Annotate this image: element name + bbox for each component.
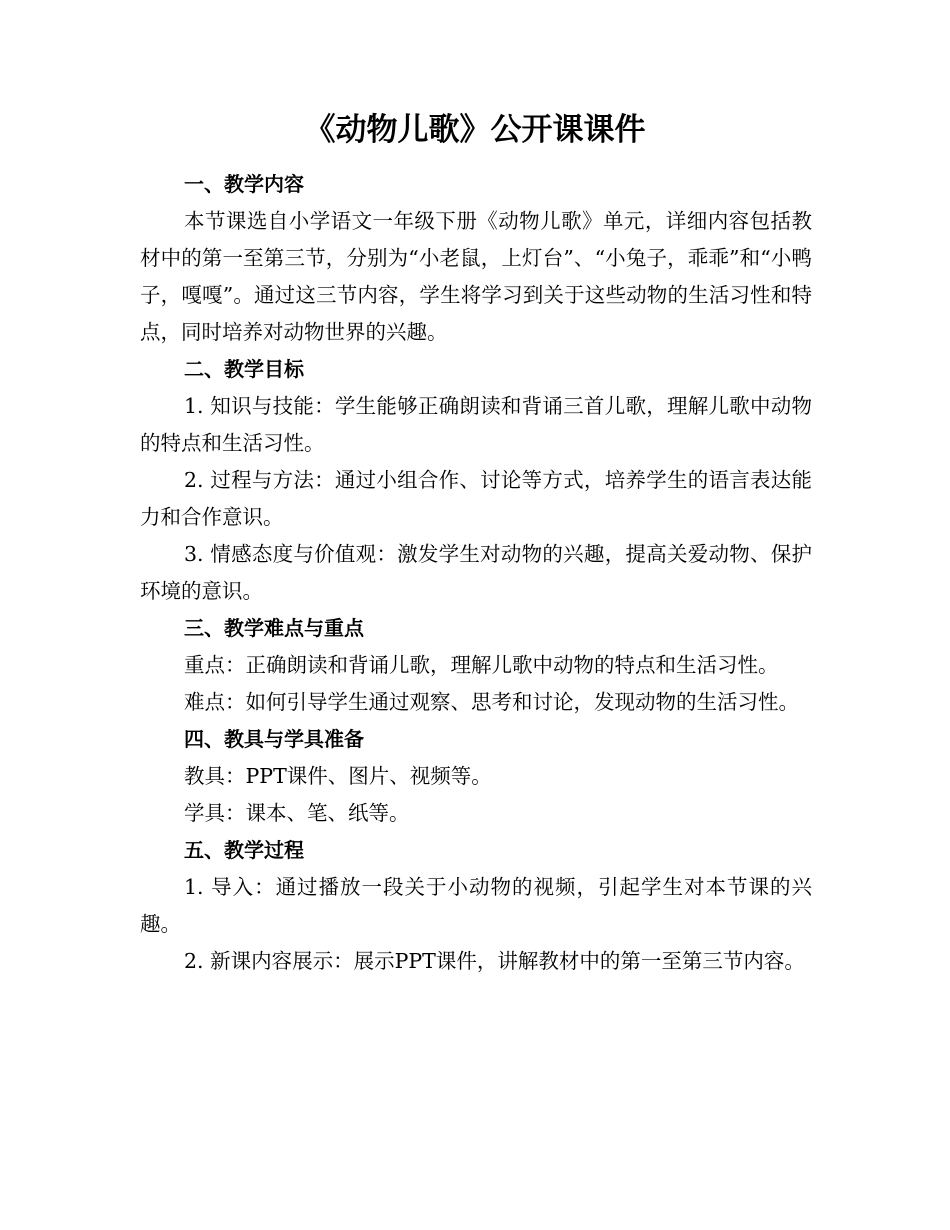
section-heading-content: 一、教学内容 bbox=[184, 172, 304, 196]
paragraph: 3. 情感态度与价值观：激发学生对动物的兴趣，提高关爱动物、保护环境的意识。 bbox=[140, 542, 812, 603]
paragraph: 2. 过程与方法：通过小组合作、讨论等方式，培养学生的语言表达能力和合作意识。 bbox=[140, 468, 812, 529]
section-heading-materials: 四、教具与学具准备 bbox=[184, 727, 364, 751]
paragraph: 本节课选自小学语文一年级下册《动物儿歌》单元，详细内容包括教材中的第一至第三节，分别为“小老鼠，上灯台”、“小兔子，乖乖”和“小鸭子，嘎嘎”。通过这三节内容，学生将学习到关于这些动物的生活习性和特点，同时培养对动物世界的兴趣。 bbox=[140, 209, 812, 344]
section-heading-key-points: 三、教学难点与重点 bbox=[184, 616, 364, 640]
document-body bbox=[140, 166, 812, 980]
paragraph: 学具：课本、笔、纸等。 bbox=[184, 801, 410, 825]
paragraph: 重点：正确朗读和背诵儿歌，理解儿歌中动物的特点和生活习性。 bbox=[184, 653, 779, 677]
paragraph: 2. 新课内容展示：展示PPT课件，讲解教材中的第一至第三节内容。 bbox=[184, 949, 805, 973]
document-title: 《动物儿歌》公开课课件 bbox=[304, 112, 646, 148]
paragraph: 1. 知识与技能：学生能够正确朗读和背诵三首儿歌，理解儿歌中动物的特点和生活习性。 bbox=[140, 394, 812, 455]
section-heading-process: 五、教学过程 bbox=[184, 838, 304, 862]
paragraph: 1. 导入：通过播放一段关于小动物的视频，引起学生对本节课的兴趣。 bbox=[140, 875, 812, 936]
paragraph: 教具：PPT课件、图片、视频等。 bbox=[184, 764, 492, 788]
paragraph: 难点：如何引导学生通过观察、思考和讨论，发现动物的生活习性。 bbox=[184, 690, 799, 714]
section-heading-goals: 二、教学目标 bbox=[184, 357, 304, 381]
